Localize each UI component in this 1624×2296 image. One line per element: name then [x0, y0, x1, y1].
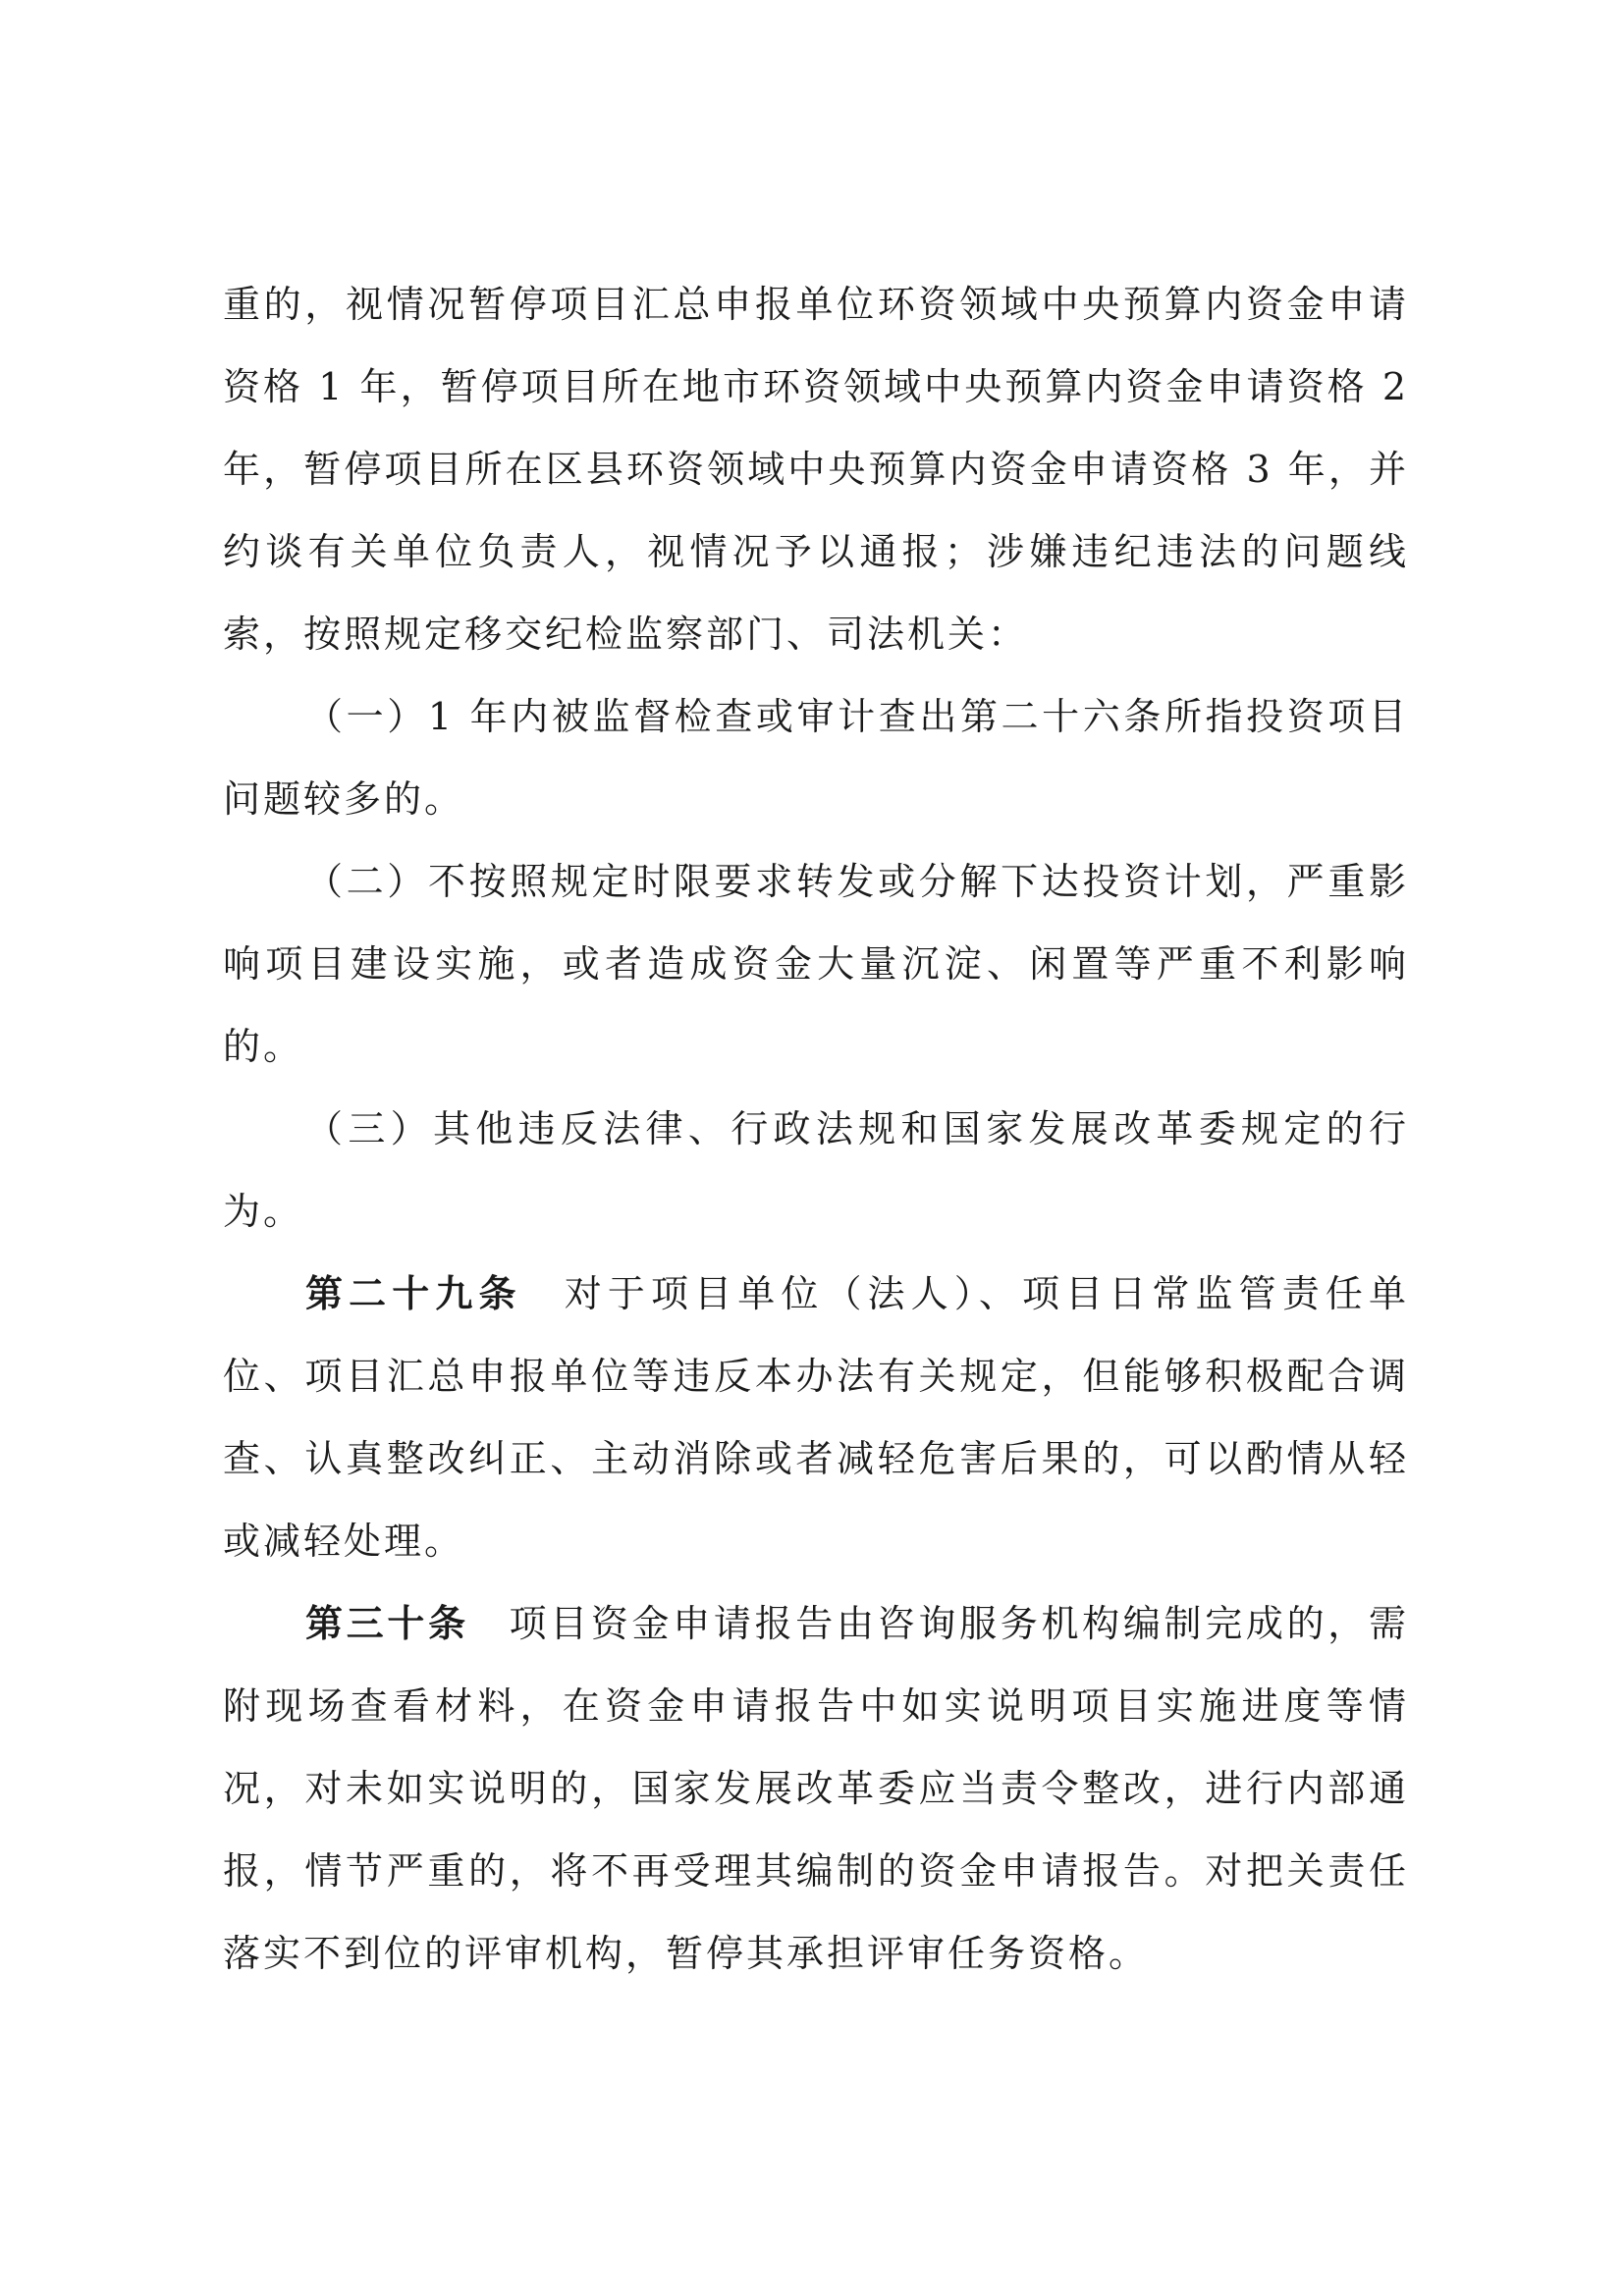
- list-item-3: （三）其他违反法律、行政法规和国家发展改革委规定的行为。: [223, 1107, 1409, 1233]
- list-item-1: （一）1 年内被监督检查或审计查出第二十六条所指投资项目问题较多的。: [223, 695, 1409, 821]
- article-30-heading: 第三十条: [305, 1601, 469, 1645]
- article-29-body: 对于项目单位（法人）、项目日常监管责任单位、项目汇总申报单位等违反本办法有关规定，但能够积极配合调查、认真整改纠正、主动消除或者减轻危害后果的，可以酌情从轻或减轻处理。: [223, 1272, 1409, 1563]
- article-30-body: 项目资金申请报告由咨询服务机构编制完成的，需附现场查看材料，在资金申请报告中如实说明项目实施进度等情况，对未如实说明的，国家发展改革委应当责令整改，进行内部通报，情节严重的，将不再受理其编制的资金申请报告。对把关责任落实不到位的评审机构，暂停其承担评审任务资格。: [223, 1602, 1409, 1975]
- article-30-paragraph: [223, 1582, 1409, 1995]
- document-body: [223, 263, 1409, 1995]
- list-item-2: （二）不按照规定时限要求转发或分解下达投资计划，严重影响项目建设实施，或者造成资金大量沉淀、闲置等严重不利影响的。: [223, 860, 1409, 1068]
- article-29-heading: 第二十九条: [305, 1271, 522, 1315]
- article-29-paragraph: [223, 1253, 1409, 1582]
- continuation-paragraph: 重的，视情况暂停项目汇总申报单位环资领域中央预算内资金申请资格 1 年，暂停项目所在地市环资领域中央预算内资金申请资格 2 年，暂停项目所在区县环资领域中央预算内资金申请资格 3 年，并约谈有关单位负责人，视情况予以通报；涉嫌违纪违法的问题线索，按照规定移交纪检监察部门、司法机关：: [223, 283, 1409, 656]
